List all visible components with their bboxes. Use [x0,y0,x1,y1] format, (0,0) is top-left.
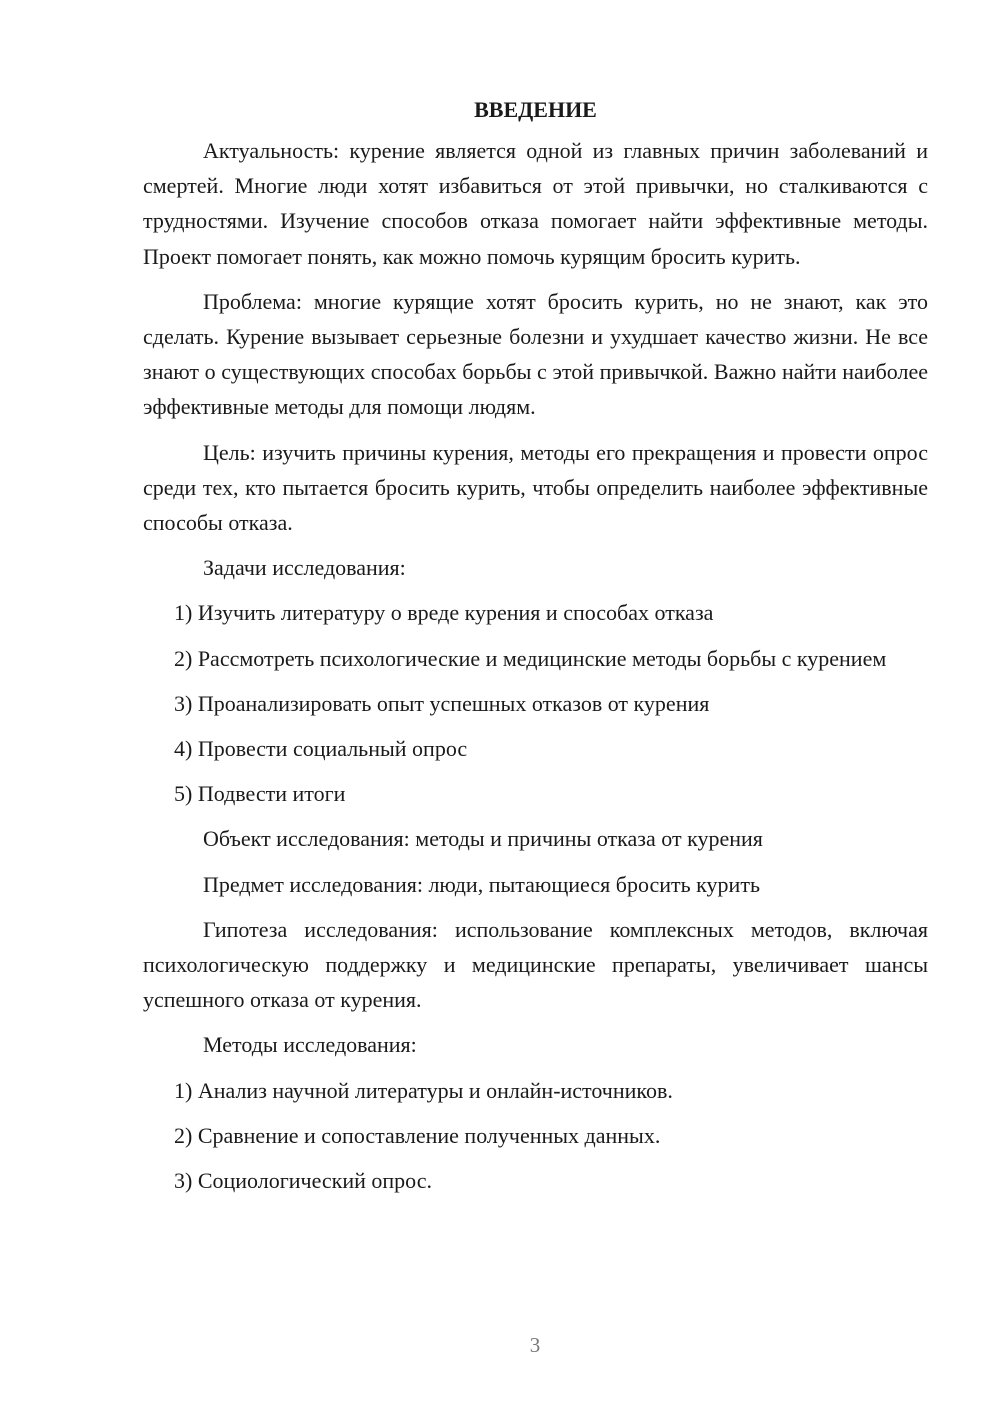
goal-paragraph: Цель: изучить причины курения, методы его прекращения и провести опрос среди тех, кто пытается бросить курить, чтобы определить наиболее эффективные способы отказа. [143,439,928,536]
problem-paragraph: Проблема: многие курящие хотят бросить курить, но не знают, как это сделать. Курение вызывает серьезные болезни и ухудшает качество жизни. Не все знают о существующих способах борьбы с этой привычкой. Важно найти наиболее эффективные методы для помощи людям. [143,288,928,420]
research-hypothesis: Гипотеза исследования: использование комплексных методов, включая психологическую поддержку и медицинские препараты, увеличивает шансы успешного отказа от курения. [143,916,928,1013]
task-item: 4) Провести социальный опрос [174,736,468,762]
method-item: 1) Анализ научной литературы и онлайн-источников. [174,1077,673,1103]
research-subject: Предмет исследования: люди, пытающиеся бросить курить [203,871,760,897]
tasks-title: Задачи исследования: [203,555,406,581]
task-item: 5) Подвести итоги [174,781,346,807]
method-item: 2) Сравнение и сопоставление полученных данных. [174,1122,661,1148]
relevance-paragraph: Актуальность: курение является одной из главных причин заболеваний и смертей. Многие люди хотят избавиться от этой привычки, но сталкиваются с трудностями. Изучение способов отказа помогает найти эффективные методы. Проект помогает понять, как можно помочь курящим бросить курить. [143,138,928,269]
page-content [143,92,928,1198]
method-item: 3) Социологический опрос. [174,1168,432,1194]
task-item: 2) Рассмотреть психологические и медицинские методы борьбы с курением [174,645,887,671]
research-object: Объект исследования: методы и причины отказа от курения [203,826,763,852]
task-item: 3) Проанализировать опыт успешных отказов от курения [174,690,710,716]
methods-title: Методы исследования: [203,1032,417,1058]
page-number: 3 [529,1333,541,1357]
section-heading: ВВЕДЕНИЕ [474,97,597,122]
task-item: 1) Изучить литературу о вреде курения и способах отказа [174,600,714,626]
